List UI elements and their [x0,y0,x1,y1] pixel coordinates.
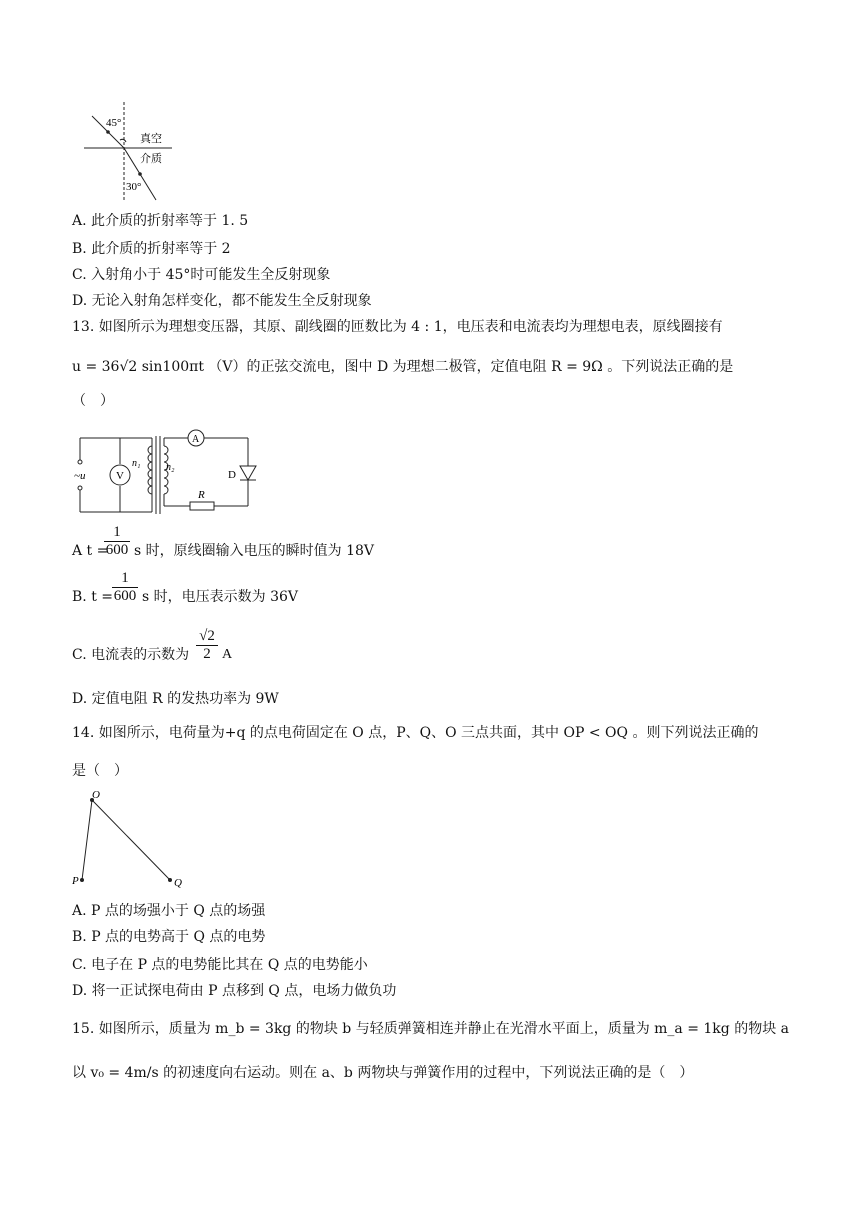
point-q-label: Q [174,877,182,889]
q13-option-b-fraction [112,570,138,605]
refraction-figure [80,98,180,204]
q13-option-c-prefix: C. 电流表的示数为 [72,647,190,663]
q12-option-c: C. 入射角小于 45°时可能发生全反射现象 [72,267,331,283]
q15-stem-line1: 15. 如图所示，质量为 m_b = 3kg 的物块 b 与轻质弹簧相连并静止在光滑水平面上，质量为 m_a = 1kg 的物块 a [72,1021,789,1037]
point-p-label: P [72,875,79,887]
q15-stem-line2: 以 v₀ = 4m/s 的初速度向右运动。则在 a、b 两物块与弹簧作用的过程中，下列说法正确的是（ ） [72,1065,694,1081]
angle-bottom-label: 30° [126,181,142,193]
q12-option-d: D. 无论入射角怎样变化，都不能发生全反射现象 [72,293,372,309]
q13-stem-line3: （ ） [72,393,114,409]
transformer-circuit-figure [72,428,262,520]
point-o-label: O [92,789,100,801]
voltmeter-label: V [116,470,124,482]
q13-option-d: D. 定值电阻 R 的发热功率为 9W [72,691,279,707]
fraction-denominator: 2 [196,645,218,663]
angle-top-label: 45° [106,117,122,129]
q13-option-a-text: s 时，原线圈输入电压的瞬时值为 18V [134,543,375,559]
q14-option-d: D. 将一正试探电荷由 P 点移到 Q 点，电场力做负功 [72,983,397,999]
q14-option-b: B. P 点的电势高于 Q 点的电势 [72,929,266,945]
q13-stem-line2: u = 36√2 sin100πt （V）的正弦交流电，图中 D 为理想二极管，定值电阻 R = 9Ω 。下列说法正确的是 [72,359,734,375]
q13-option-c-fraction [196,628,218,663]
fraction-denominator: 600 [113,588,137,604]
q14-stem-line1: 14. 如图所示，电荷量为+q 的点电荷固定在 O 点，P、Q、O 三点共面，其中 OP < OQ 。则下列说法正确的 [72,725,759,741]
fraction-numerator: 1 [121,570,129,586]
q12-option-a: A. 此介质的折射率等于 1. 5 [72,213,249,229]
diode-label: D [228,469,236,481]
medium-label: 介质 [140,152,162,165]
q13-option-b-prefix: B. t = [72,589,113,605]
q13-option-a-prefix: A t = [72,543,109,559]
vacuum-label: 真空 [140,132,162,145]
q14-option-a: A. P 点的场强小于 Q 点的场强 [72,903,266,919]
primary-coil-label: n₁ [132,458,141,469]
q14-stem-line2: 是（ ） [72,763,128,779]
fraction-denominator: 600 [105,542,129,558]
secondary-coil-label: n₂ [166,462,175,473]
q14-option-c: C. 电子在 P 点的电势能比其在 Q 点的电势能小 [72,957,368,973]
fraction-numerator: 1 [113,524,121,540]
q12-option-b: B. 此介质的折射率等于 2 [72,241,231,257]
charge-points-figure [70,788,190,892]
resistor-label: R [198,489,205,501]
source-u-label: ~u [74,470,86,482]
q13-option-b-text: s 时，电压表示数为 36V [142,589,299,605]
fraction-numerator: √2 [199,628,215,644]
q13-option-c-unit: A [222,647,233,662]
q13-option-a-fraction [104,524,130,559]
q13-stem-line1: 13. 如图所示为理想变压器，其原、副线圈的匝数比为 4 : 1，电压表和电流表均为理想电表，原线圈接有 [72,319,723,335]
ammeter-label: A [192,434,200,445]
